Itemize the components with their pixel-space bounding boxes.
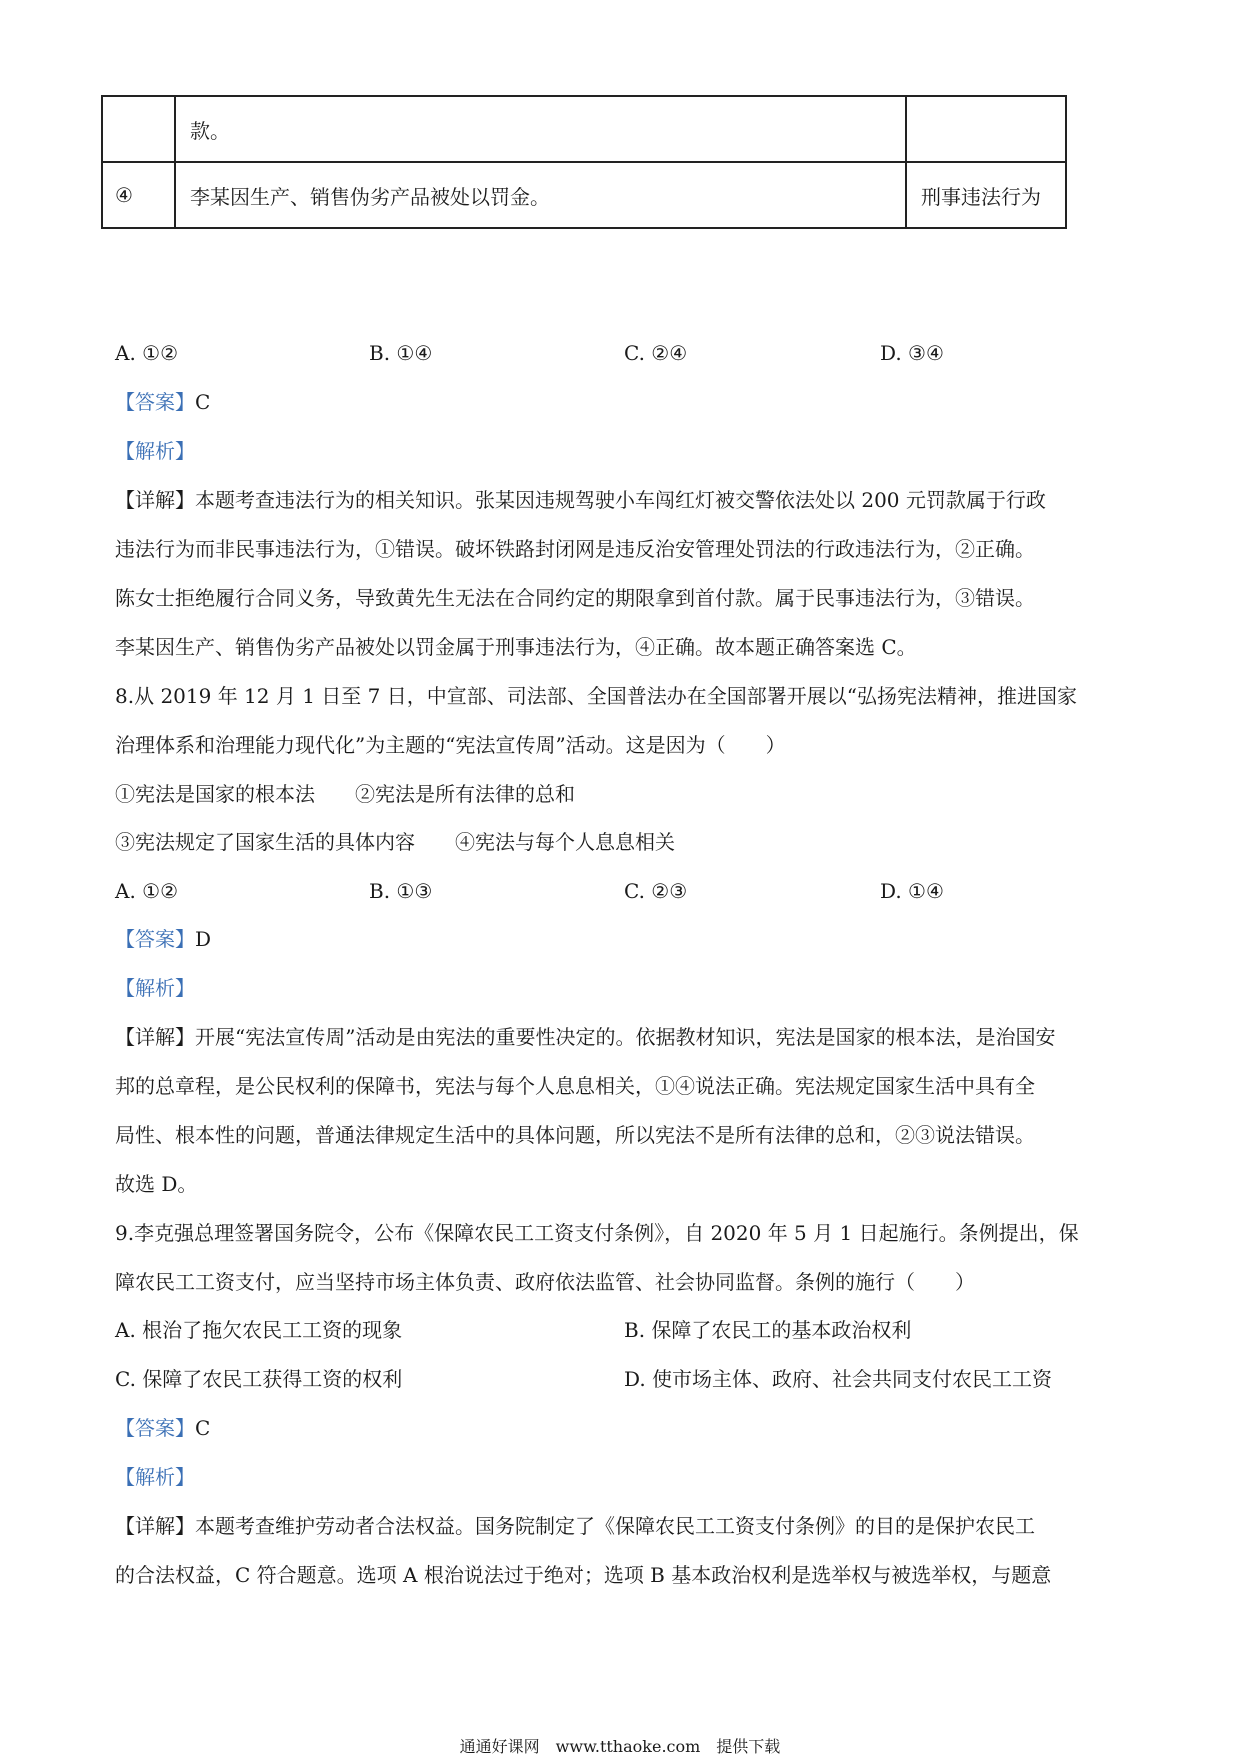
- q8-detail-line: 局性、根本性的问题，普通法律规定生活中的具体问题，所以宪法不是所有法律的总和，②③说法错误。: [115, 1123, 1035, 1147]
- answer-tag: 【答案】: [115, 390, 195, 414]
- q8-stem-line: 治理体系和治理能力现代化”为主题的“宪法宣传周”活动。这是因为（ ）: [115, 733, 786, 757]
- q8-detail-line: 邦的总章程，是公民权利的保障书，宪法与每个人息息相关，①④说法正确。宪法规定国家生活中具有全: [115, 1074, 1035, 1098]
- q9-stem-line: 9.李克强总理签署国务院令，公布《保障农民工工资支付条例》，自 2020 年 5 月 1 日起施行。条例提出，保: [115, 1221, 1079, 1245]
- table-cell-desc: 李某因生产、销售伪劣产品被处以罚金。: [175, 162, 906, 228]
- table-row: [102, 162, 1066, 228]
- q7-detail-line: 李某因生产、销售伪劣产品被处以罚金属于刑事违法行为，④正确。故本题正确答案选 C。: [115, 635, 917, 659]
- law-table: [101, 95, 1067, 229]
- q9-option-a: A. 根治了拖欠农民工工资的现象: [115, 1318, 403, 1342]
- answer-tag: 【答案】: [115, 927, 195, 951]
- detail-tag: 【详解】: [115, 488, 195, 512]
- q9-stem-line: 障农民工工资支付，应当坚持市场主体负责、政府依法监管、社会协同监督。条例的施行（ ）: [115, 1270, 975, 1294]
- q9-detail-line: 的合法权益，C 符合题意。选项 A 根治说法过于绝对；选项 B 基本政治权利是选举权与被选举权，与题意: [115, 1563, 1052, 1587]
- answer-value: C: [195, 1416, 211, 1440]
- q8-option-a: A. ①②: [115, 879, 179, 903]
- q9-analysis-tag: 【解析】: [115, 1465, 195, 1489]
- q7-option-b: B. ①④: [369, 341, 433, 365]
- q8-detail-line: 故选 D。: [115, 1172, 198, 1196]
- q8-statement: ①宪法是国家的根本法 ②宪法是所有法律的总和: [115, 782, 575, 806]
- answer-value: D: [195, 927, 212, 951]
- q7-answer: [115, 390, 210, 414]
- q9-answer: [115, 1416, 210, 1440]
- q7-option-a: A. ①②: [115, 341, 179, 365]
- answer-tag: 【答案】: [115, 1416, 195, 1440]
- table-cell-type: [906, 96, 1066, 162]
- q8-statement: ③宪法规定了国家生活的具体内容 ④宪法与每个人息息相关: [115, 830, 675, 854]
- q8-option-c: C. ②③: [624, 879, 688, 903]
- q9-option-d: D. 使市场主体、政府、社会共同支付农民工工资: [624, 1367, 1053, 1391]
- detail-text: 本题考查维护劳动者合法权益。国务院制定了《保障农民工工资支付条例》的目的是保护农民工: [195, 1514, 1035, 1538]
- q7-option-c: C. ②④: [624, 341, 688, 365]
- q8-detail-line: [115, 1025, 1055, 1049]
- table-cell-num: ④: [102, 162, 175, 228]
- detail-tag: 【详解】: [115, 1025, 195, 1049]
- q8-option-b: B. ①③: [369, 879, 433, 903]
- q8-analysis-tag: 【解析】: [115, 976, 195, 1000]
- q8-answer: [115, 927, 211, 951]
- q9-option-c: C. 保障了农民工获得工资的权利: [115, 1367, 403, 1391]
- table-cell-num: [102, 96, 175, 162]
- table-cell-type: 刑事违法行为: [906, 162, 1066, 228]
- detail-text: 开展“宪法宣传周”活动是由宪法的重要性决定的。依据教材知识，宪法是国家的根本法，是治国安: [195, 1025, 1056, 1049]
- q7-detail-line: 违法行为而非民事违法行为，①错误。破坏铁路封闭网是违反治安管理处罚法的行政违法行为，②正确。: [115, 537, 1035, 561]
- q7-options: [115, 341, 1135, 365]
- detail-tag: 【详解】: [115, 1514, 195, 1538]
- table-row: [102, 96, 1066, 162]
- detail-text: 本题考查违法行为的相关知识。张某因违规驾驶小车闯红灯被交警依法处以 200 元罚款属于行政: [195, 488, 1046, 512]
- answer-value: C: [195, 390, 211, 414]
- q7-option-d: D. ③④: [880, 341, 944, 365]
- q9-options-row: [115, 1367, 1135, 1391]
- q7-analysis-tag: 【解析】: [115, 439, 195, 463]
- q8-option-d: D. ①④: [880, 879, 944, 903]
- q7-detail-line: 陈女士拒绝履行合同义务，导致黄先生无法在合同约定的期限拿到首付款。属于民事违法行为，③错误。: [115, 586, 1035, 610]
- q9-options-row: [115, 1318, 1135, 1342]
- page-footer: 通通好课网 www.tthaoke.com 提供下载: [459, 1737, 781, 1756]
- q9-detail-line: [115, 1514, 1035, 1538]
- q7-detail-line: [115, 488, 1046, 512]
- q8-stem-line: 8.从 2019 年 12 月 1 日至 7 日，中宣部、司法部、全国普法办在全国部署开展以“弘扬宪法精神，推进国家: [115, 684, 1077, 708]
- q9-option-b: B. 保障了农民工的基本政治权利: [624, 1318, 912, 1342]
- table-cell-desc: 款。: [175, 96, 906, 162]
- q8-options: [115, 879, 1135, 903]
